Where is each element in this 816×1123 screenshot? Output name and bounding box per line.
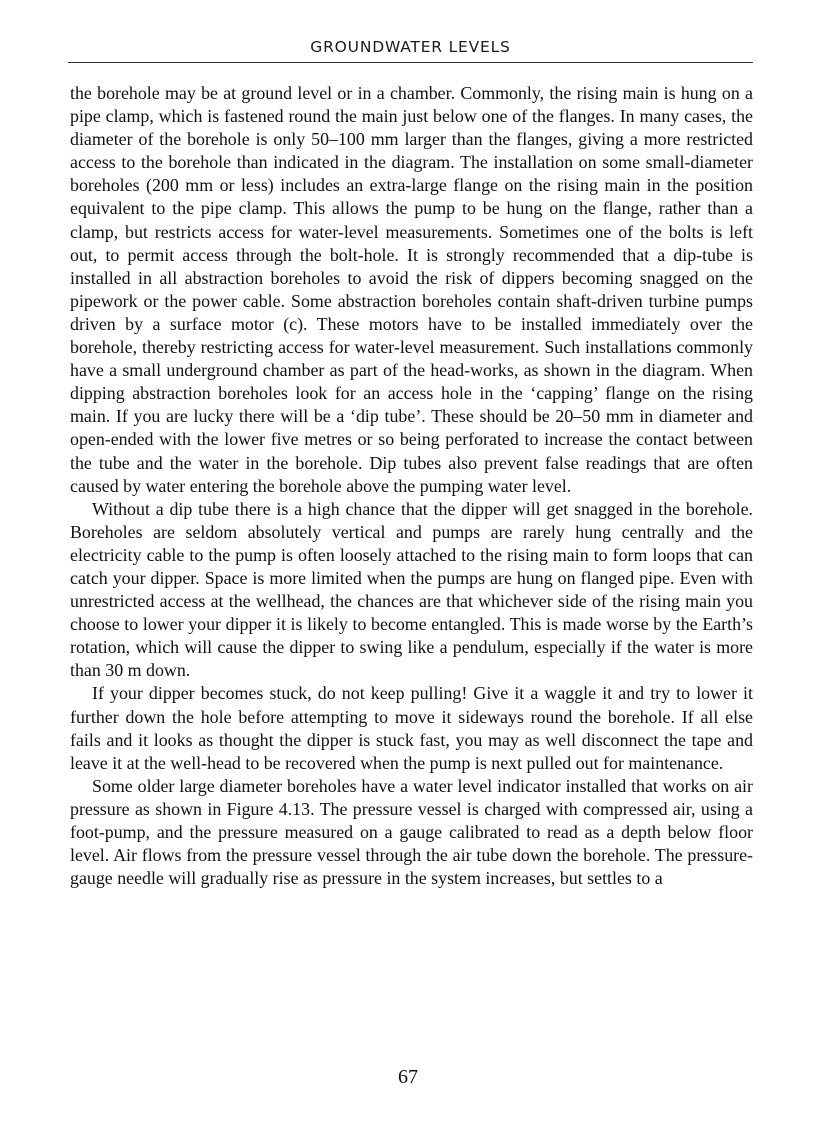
page-number: 67 bbox=[398, 1066, 418, 1088]
paragraph-continued: the borehole may be at ground level or in a chamber. Commonly, the rising main is hung on a pipe clamp, which is fastened round the main just below one of the flanges. In many cases, the diameter of the borehole is only 50–100 mm larger than the flanges, giving a more restricted access to the borehole than indicated in the diagram. The installation on some small-diameter boreholes (200 mm or less) includes an extra-large flange on the rising main in the position equivalent to the pipe clamp. This allows the pump to be hung on the flange, rather than a clamp, but restricts access for water-level measurements. Sometimes one of the bolts is left out, to permit access through the bolt-hole. It is strongly recommended that a dip-tube is installed in all abstraction boreholes to avoid the risk of dippers becoming snagged on the pipework or the power cable. Some abstraction boreholes contain shaft-driven turbine pumps driven by a surface motor (c). These motors have to be installed immediately over the borehole, thereby restricting access for water-level measurement. Such installations commonly have a small underground chamber as part of the head-works, as shown in the diagram. When dipping abstraction boreholes look for an access hole in the ‘capping’ flange on the rising main. If you are lucky there will be a ‘dip tube’. These should be 20–50 mm in diameter and open-ended with the lower five metres or so being perforated to increase the contact between the tube and the water in the borehole. Dip tubes also prevent false readings that are often caused by water entering the borehole above the pumping water level. bbox=[70, 83, 753, 496]
body-text bbox=[70, 82, 753, 890]
running-head: GROUNDWATER LEVELS bbox=[310, 38, 511, 56]
paragraph: Without a dip tube there is a high chance that the dipper will get snagged in the borehole. Boreholes are seldom absolutely vertical and pumps are rarely hung centrally and the electricity cable to the pump is often loosely attached to the rising main to form loops that can catch your dipper. Space is more limited when the pumps are hung on flanged pipe. Even with unrestricted access at the wellhead, the chances are that whichever side of the rising main you choose to lower your dipper it is likely to become entangled. This is made worse by the Earth’s rotation, which will cause the dipper to swing like a pendulum, especially if the water is more than 30 m down. bbox=[70, 498, 753, 681]
paragraph: If your dipper becomes stuck, do not keep pulling! Give it a waggle it and try to lower it further down the hole before attempting to move it sideways round the borehole. If all else fails and it looks as thought the dipper is stuck fast, you may as well disconnect the tape and leave it at the well-head to be recovered when the pump is next pulled out for maintenance. bbox=[70, 683, 753, 773]
header-rule bbox=[68, 62, 753, 63]
paragraph: Some older large diameter boreholes have a water level indicator installed that works on air pressure as shown in Figure 4.13. The pressure vessel is charged with compressed air, using a foot-pump, and the pressure measured on a gauge calibrated to read as a depth below floor level. Air flows from the pressure vessel through the air tube down the borehole. The pressure-gauge needle will gradually rise as pressure in the system increases, but settles to a bbox=[70, 775, 753, 889]
